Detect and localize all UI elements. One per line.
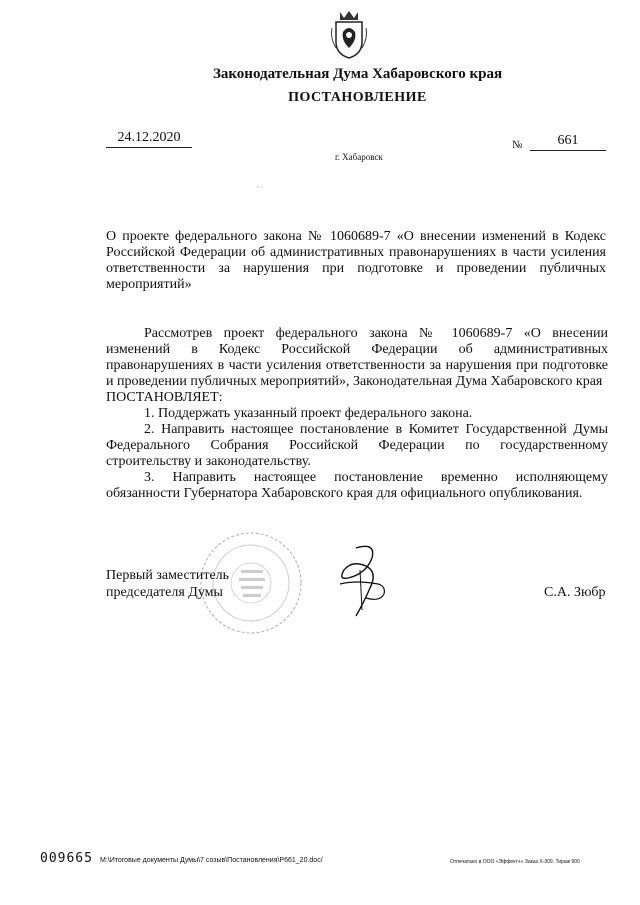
document-subject: О проекте федерального закона № 1060689-7 «О внесении изменений в Кодекс Российской Федерации об административных правонарушениях в части усиления ответственности за нарушения при подготовке и проведении публичных мероприятий» xyxy=(106,229,606,292)
handwritten-signature xyxy=(326,540,396,620)
signatory-position xyxy=(106,567,229,601)
resolution-item-1: 1. Поддержать указанный проект федерального закона. xyxy=(144,406,473,421)
footer-file-path: M:\Итоговые документы Думы\7 созыв\Постановления\Р661_20.doc/ xyxy=(100,857,323,864)
coat-of-arms-emblem xyxy=(326,8,372,62)
signatory-position-line-2: председателя Думы xyxy=(106,585,223,600)
number-sign: № xyxy=(512,139,523,151)
document-type: ПОСТАНОВЛЕНИЕ xyxy=(288,90,427,105)
resolves-heading: ПОСТАНОВЛЯЕТ: xyxy=(106,390,223,405)
resolution-item-3: 3. Направить настоящее постановление временно исполняющему обязанности Губернатора Хабаровского края для официального опубликования. xyxy=(106,470,608,501)
footer-printer-info: Отпечатано в ООО «Эффект+» Заказ Х-309. Тираж 900 xyxy=(450,859,580,865)
signatory-name: С.А. Зюбр xyxy=(544,585,606,600)
footer-code: 009665 xyxy=(40,851,93,866)
resolution-item-2: 2. Направить настоящее постановление в Комитет Государственной Думы Федерального Собрания Российской Федерации по государственному строительству и законодательству. xyxy=(106,422,608,469)
document-date: 24.12.2020 xyxy=(106,130,192,148)
city: г. Хабаровск xyxy=(335,152,383,162)
document-number: 661 xyxy=(530,133,606,151)
preamble-paragraph: Рассмотрев проект федерального закона № 1060689-7 «О внесении изменений в Кодекс Российской Федерации об административных правонарушениях в части усиления ответственности за нарушения при подготовке и проведении публичных мероприятий», Законодательная Дума Хабаровского края xyxy=(106,326,608,389)
signatory-position-line-1: Первый заместитель xyxy=(106,568,230,583)
organization-name: Законодательная Дума Хабаровского края xyxy=(212,66,503,82)
scan-artifact: · · xyxy=(256,183,264,192)
